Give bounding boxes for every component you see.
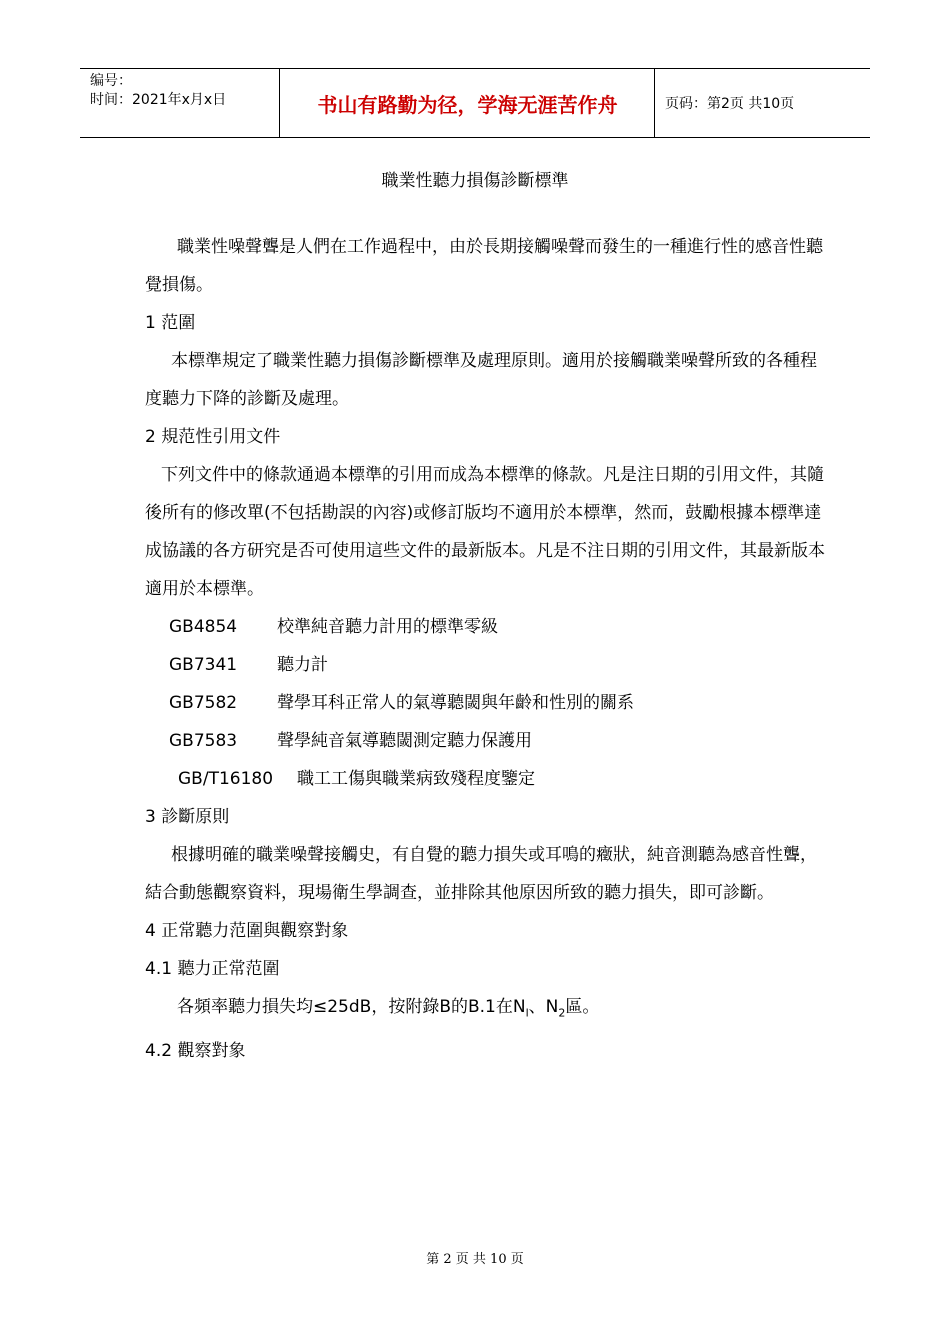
reference-title: 職工工傷與職業病致殘程度鑒定 [297, 769, 535, 789]
section-4-1-text-a: 各頻率聽力損失均≤25dB，按附錄B的B.1在N [177, 997, 526, 1017]
document-body [145, 228, 825, 1070]
reference-code: GB7582 [169, 693, 238, 713]
reference-title: 校準純音聽力計用的標準零級 [277, 617, 498, 637]
section-4-1-subscript-1: l [525, 1006, 529, 1020]
reference-code: GB/T16180 [178, 769, 274, 789]
serial-label: 编号： [90, 73, 132, 89]
page-footer: 第 2 页 共 10 页 [426, 1252, 524, 1267]
section-4-1-subscript-2: 2 [558, 1006, 566, 1020]
section-2-heading: 2 規范性引用文件 [145, 427, 281, 447]
page-header [80, 68, 870, 138]
reference-item [145, 722, 825, 760]
document-title: 職業性聽力損傷診斷標準 [381, 171, 569, 191]
section-4-1-text-c: 區。 [565, 997, 600, 1017]
section-3-text: 根據明確的職業噪聲接觸史，有自覺的聽力損失或耳鳴的癥狀，純音測聽為感音性聾，結合動態觀察資料，現場衛生學調查，並排除其他原因所致的聽力損失，即可診斷。 [145, 845, 817, 903]
intro-paragraph: 職業性噪聲聾是人們在工作過程中，由於長期接觸噪聲而發生的一種進行性的感音性聽覺損傷。 [145, 237, 823, 295]
reference-title: 聲學純音氣導聽閾測定聽力保護用 [277, 731, 532, 751]
reference-item [145, 608, 825, 646]
section-1-text: 本標準規定了職業性聽力損傷診斷標準及處理原則。適用於接觸職業噪聲所致的各種程度聽力下降的診斷及處理。 [145, 351, 817, 409]
section-3-heading: 3 診斷原則 [145, 807, 230, 827]
section-4-1-heading: 4.1 聽力正常范圍 [145, 959, 280, 979]
reference-title: 聽力計 [277, 655, 328, 675]
section-4-2-heading: 4.2 觀察對象 [145, 1041, 246, 1062]
section-2-text: 下列文件中的條款通過本標準的引用而成為本標準的條款。凡是注日期的引用文件，其隨後所有的修改單(不包括勘誤的內容)或修訂版均不適用於本標準，然而，鼓勵根據本標準達成協議的各方研究是否可使用這些文件的最新版本。凡是不注日期的引用文件，其最新版本適用於本標準。 [145, 465, 825, 599]
header-motto: 书山有路勤为径，学海无涯苦作舟 [281, 69, 655, 137]
section-1-heading: 1 范圍 [145, 313, 196, 333]
section-4-1-text-b: 、N [528, 997, 559, 1017]
date-label: 时间：2021年x月x日 [90, 92, 227, 108]
reference-code: GB4854 [169, 617, 238, 637]
reference-code: GB7341 [169, 655, 238, 675]
header-page-label: 页码：第2页 共10页 [665, 96, 795, 112]
reference-title: 聲學耳科正常人的氣導聽閾與年齡和性別的關系 [277, 693, 634, 713]
reference-code: GB7583 [169, 731, 238, 751]
reference-item [145, 684, 825, 722]
section-4-1-text [145, 988, 825, 1032]
reference-item [145, 760, 825, 798]
reference-item [145, 646, 825, 684]
section-4-heading: 4 正常聽力范圍與觀察對象 [145, 921, 349, 941]
header-meta-cell [80, 69, 280, 137]
